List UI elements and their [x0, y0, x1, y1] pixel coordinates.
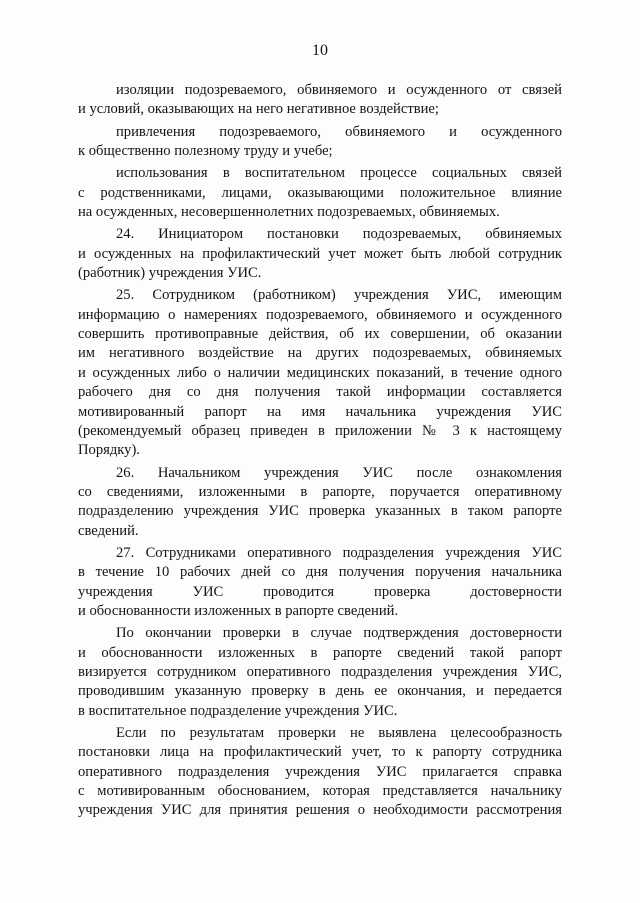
paragraph: [78, 164, 562, 222]
text-line: рабочего дня со дня получения такой информации составляется: [78, 384, 562, 401]
text-line: (работник) учреждения УИС.: [78, 265, 262, 282]
paragraph: [78, 286, 562, 460]
text-line: 25. Сотрудником (работником) учреждения УИС, имеющим: [116, 287, 562, 304]
paragraph: [78, 724, 562, 821]
text-line: информацию о намерениях подозреваемого, обвиняемого и осужденного: [78, 306, 562, 323]
text-line: учреждения УИС проводится проверка достоверности: [78, 583, 562, 600]
text-line: сведений.: [78, 522, 139, 539]
text-line: Порядку).: [78, 442, 140, 459]
text-line: (рекомендуемый образец приведен в приложении № 3 к настоящему: [78, 422, 562, 439]
paragraph: [78, 544, 562, 621]
text-line: учреждения УИС для принятия решения о необходимости рассмотрения: [78, 802, 562, 819]
text-line: с родственниками, лицами, оказывающими положительное влияние: [78, 184, 562, 201]
paragraph: [78, 225, 562, 283]
text-line: и обоснованности изложенных в рапорте сведений такой рапорт: [78, 644, 562, 661]
text-line: на осужденных, несовершеннолетних подозреваемых, обвиняемых.: [78, 204, 500, 221]
text-line: в течение 10 рабочих дней со дня получения поручения начальника: [78, 564, 562, 581]
text-line: совершить противоправные действия, об их совершении, об оказании: [78, 326, 562, 343]
text-line: постановки лица на профилактический учет, то к рапорту сотрудника: [78, 744, 562, 761]
text-line: 27. Сотрудниками оперативного подразделения учреждения УИС: [116, 544, 562, 561]
paragraph: [78, 123, 562, 162]
text-line: визируется сотрудником оперативного подразделения учреждения УИС,: [78, 663, 562, 680]
paragraph: [78, 81, 562, 120]
text-line: 24. Инициатором постановки подозреваемых, обвиняемых: [116, 226, 562, 243]
text-line: с мотивированным обоснованием, которая представляется начальнику: [78, 783, 562, 800]
text-line: и осужденных либо о наличии медицинских показаний, в течение одного: [78, 364, 562, 381]
text-line: в воспитательное подразделение учреждения УИС.: [78, 702, 398, 719]
text-line: мотивированный рапорт на имя начальника учреждения УИС: [78, 403, 562, 420]
paragraph: [78, 464, 562, 541]
text-line: привлечения подозреваемого, обвиняемого и осужденного: [116, 123, 562, 140]
text-line: изоляции подозреваемого, обвиняемого и осужденного от связей: [116, 82, 562, 98]
text-line: По окончании проверки в случае подтверждения достоверности: [116, 625, 562, 642]
text-line: Если по результатам проверки не выявлена целесообразность: [116, 725, 562, 741]
text-line: 26. Начальником учреждения УИС после ознакомления: [116, 464, 562, 481]
text-line: подразделению учреждения УИС проверка указанных в таком рапорте: [78, 503, 562, 520]
paragraph: [78, 624, 562, 721]
page-number: 10: [312, 42, 328, 59]
text-line: со сведениями, изложенными в рапорте, поручается оперативному: [78, 483, 562, 500]
text-line: оперативного подразделения учреждения УИС прилагается справка: [78, 763, 562, 780]
text-line: и условий, оказывающих на него негативное воздействие;: [78, 101, 439, 118]
text-line: проводившим указанную проверку в день ее окончания, и передается: [78, 683, 562, 700]
text-line: к общественно полезному труду и учебе;: [78, 143, 333, 160]
text-line: им негативного воздействие на других подозреваемых, обвиняемых: [78, 345, 562, 362]
text-line: и осужденных на профилактический учет может быть любой сотрудник: [78, 245, 562, 262]
text-line: использования в воспитательном процессе социальных связей: [116, 165, 562, 182]
text-line: и обоснованности изложенных в рапорте сведений.: [78, 602, 399, 619]
document-body: [78, 81, 562, 821]
